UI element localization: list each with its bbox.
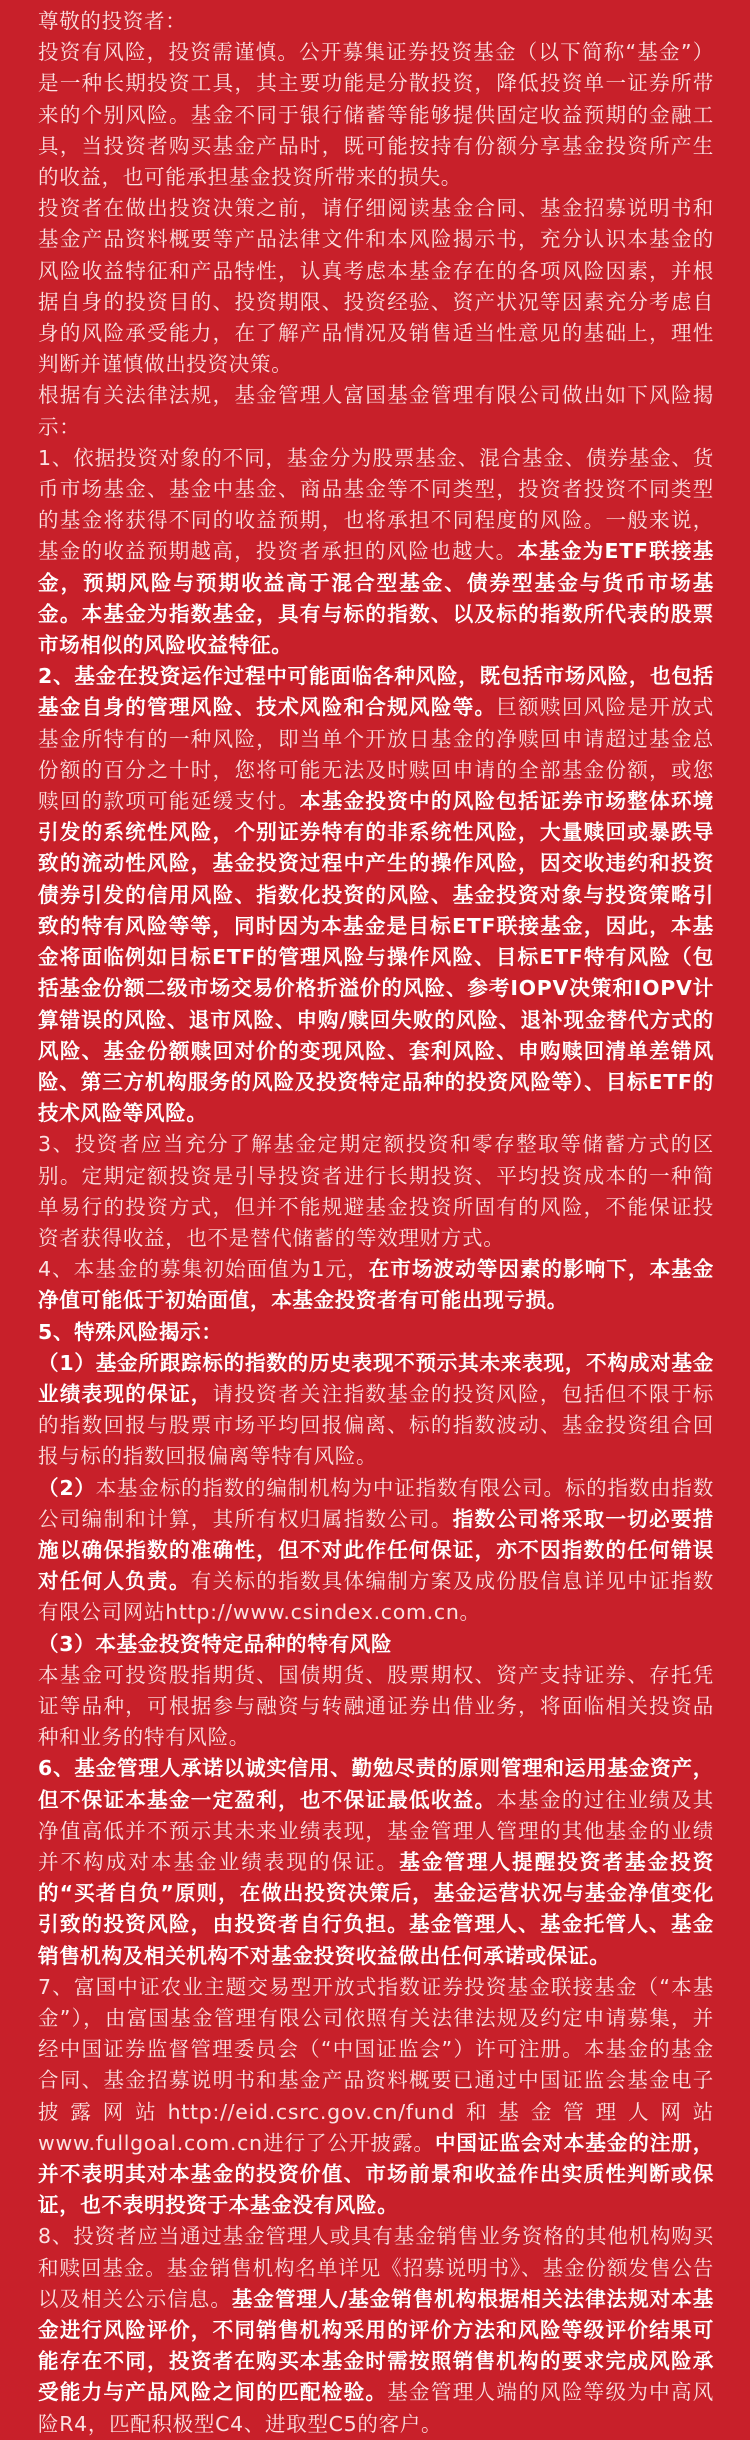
section-6-text: 本基金的过往业绩及其净值高低并不预示其未来业绩表现，基金管理人管理的其他基金的业绩并不构成对本基金业绩表现的保证。 [38,1787,714,1874]
section-6-emphasis-2: 基金管理人提醒投资者基金投资的“买者自负”原则，在做出投资决策后，基金运营状况与基金净值变化引致的投资风险，由投资者自行负担。基金管理人、基金托管人、基金销售机构及相关机构不对基金投资收益做出任何承诺或保证。 [38,1849,714,1968]
section-5-item-1-emphasis: （1）基金所跟踪标的指数的历史表现不预示其未来表现，不构成对基金业绩表现的保证， [38,1350,714,1406]
section-1 [38,443,714,661]
intro-paragraph-3: 根据有关法律法规，基金管理人富国基金管理有限公司做出如下风险揭示： [38,383,714,439]
section-2-emphasis: 本基金投资中的风险包括证券市场整体环境引发的系统性风险，个别证券特有的非系统性风险，大量赎回或暴跌导致的流动性风险，基金投资过程中产生的操作风险，因交收违约和投资债券引发的信用风险、指数化投资的风险、基金投资对象与投资策略引致的特有风险等等，同时因为本基金是目标ETF联接基金，因此，本基金将面临例如目标ETF的管理风险与操作风险、目标ETF特有风险（包括基金份额二级市场交易价格折溢价的风险、参考IOPV决策和IOPV计算错误的风险、退市风险、申购/赎回失败的风险、退补现金替代方式的风险、基金份额赎回对价的变现风险、套利风险、申购赎回清单差错风险、第三方机构服务的风险及投资特定品种的投资风险等）、目标ETF的技术风险等风险。 [38,789,714,1126]
section-7 [38,1972,714,2222]
section-2 [38,661,714,1129]
section-5-item-1 [38,1348,714,1473]
section-5-item-2-link-text: 有关标的指数具体编制方案及成份股信息详见中证指数有限公司网站http://www.csindex.com.cn。 [38,1569,714,1625]
section-5-item-2-text: 本基金标的指数的编制机构为中证指数有限公司。标的指数由指数公司编制和计算，其所有权归属指数公司。 [38,1475,714,1531]
section-1-emphasis: 本基金为ETF联接基金，预期风险与预期收益高于混合型基金、债券型基金与货币市场基金。本基金为指数基金，具有与标的指数、以及标的指数所代表的股票市场相似的风险收益特征。 [38,539,714,658]
section-2-lead: 2、基金在投资运作过程中可能面临各种风险，既包括市场风险，也包括基金自身的管理风险、技术风险和合规风险等。 [38,664,714,720]
section-6-emphasis-1: 6、基金管理人承诺以诚实信用、勤勉尽责的原则管理和运用基金资产，但不保证本基金一定盈利，也不保证最低收益。 [38,1756,714,1812]
section-4-text: 4、本基金的募集初始面值为1元， [38,1257,369,1282]
section-1-text: 1、依据投资对象的不同，基金分为股票基金、混合基金、债券基金、货币市场基金、基金中基金、商品基金等不同类型，投资者投资不同类型的基金将获得不同的收益预期，也将承担不同程度的风险。一般来说，基金的收益预期越高，投资者承担的风险也越大。 [38,445,714,564]
section-8-emphasis: 基金管理人/基金销售机构根据相关法律法规对本基金进行风险评价，不同销售机构采用的评价方法和风险等级评价结果可能存在不同，投资者在购买本基金时需按照销售机构的要求完成风险承受能力与产品风险之间的匹配检验。 [38,2286,714,2405]
section-5-heading: 5、特殊风险揭示： [38,1319,223,1344]
section-4 [38,1254,714,1316]
greeting: 尊敬的投资者： [38,9,187,33]
section-5-item-2-label: （2） [38,1475,96,1500]
section-7-text: 7、富国中证农业主题交易型开放式指数证券投资基金联接基金（“本基金”），由富国基金管理有限公司依照有关法律法规及约定申请募集，并经中国证券监督管理委员会（“中国证监会”）许可注册。本基金的基金合同、基金招募说明书和基金产品资料概要已通过中国证监会基金电子披露网站http://eid.csrc.gov.cn/fund和基金管理人网站www.fullgoal.com.cn进行了公开披露。 [38,1974,714,2155]
section-2-text: 巨额赎回风险是开放式基金所特有的一种风险，即当单个开放日基金的净赎回申请超过基金总份额的百分之十时，您将可能无法及时赎回申请的全部基金份额，或您赎回的款项可能延缓支付。 [38,695,714,814]
section-5-item-2 [38,1473,714,1629]
section-6 [38,1753,714,1971]
section-8-text-2: 基金管理人端的风险等级为中高风险R4，匹配积极型C4、进取型C5的客户。 [38,2380,715,2436]
section-3: 3、投资者应当充分了解基金定期定额投资和零存整取等储蓄方式的区别。定期定额投资是引导投资者进行长期投资、平均投资成本的一种简单易行的投资方式，但并不能规避基金投资所固有的风险，不能保证投资者获得收益，也不是替代储蓄的等效理财方式。 [38,1132,714,1250]
section-5-item-3-text: 本基金可投资股指期货、国债期货、股票期权、资产支持证券、存托凭证等品种，可根据参与融资与转融通证券出借业务，将面临相关投资品种和业务的特有风险。 [38,1662,714,1750]
intro-paragraph-2: 投资者在做出投资决策之前，请仔细阅读基金合同、基金招募说明书和基金产品资料概要等产品法律文件和本风险揭示书，充分认识本基金的风险收益特征和产品特性，认真考虑本基金存在的各项风险因素，并根据自身的投资目的、投资期限、投资经验、资产状况等因素充分考虑自身的风险承受能力，在了解产品情况及销售适当性意见的基础上，理性判断并谨慎做出投资决策。 [38,196,714,377]
section-5-item-3-heading: （3）本基金投资特定品种的特有风险 [38,1631,393,1656]
section-4-emphasis: 在市场波动等因素的影响下，本基金净值可能低于初始面值，本基金投资者有可能出现亏损。 [38,1257,714,1313]
intro-paragraph-1: 投资有风险，投资需谨慎。公开募集证券投资基金（以下简称“基金”）是一种长期投资工具，其主要功能是分散投资，降低投资单一证券所带来的个别风险。基金不同于银行储蓄等能够提供固定收益预期的金融工具，当投资者购买基金产品时，既可能按持有份额分享基金投资所产生的收益，也可能承担基金投资所带来的损失。 [38,40,714,190]
section-7-emphasis: 中国证监会对本基金的注册，并不表明其对本基金的投资价值、市场前景和收益作出实质性判断或保证，也不表明投资于本基金没有风险。 [38,2130,715,2218]
section-5-item-1-text: 请投资者关注指数基金的投资风险，包括但不限于标的指数回报与股票市场平均回报偏离、标的指数波动、基金投资组合回报与标的指数回报偏离等特有风险。 [38,1381,714,1469]
section-8-text-1: 8、投资者应当通过基金管理人或具有基金销售业务资格的其他机构购买和赎回基金。基金销售机构名单详见《招募说明书》、基金份额发售公告以及相关公示信息。 [38,2224,714,2311]
section-5-item-2-emphasis: 指数公司将采取一切必要措施以确保指数的准确性，但不对此作任何保证，亦不因指数的任何错误对任何人负责。 [38,1506,714,1594]
